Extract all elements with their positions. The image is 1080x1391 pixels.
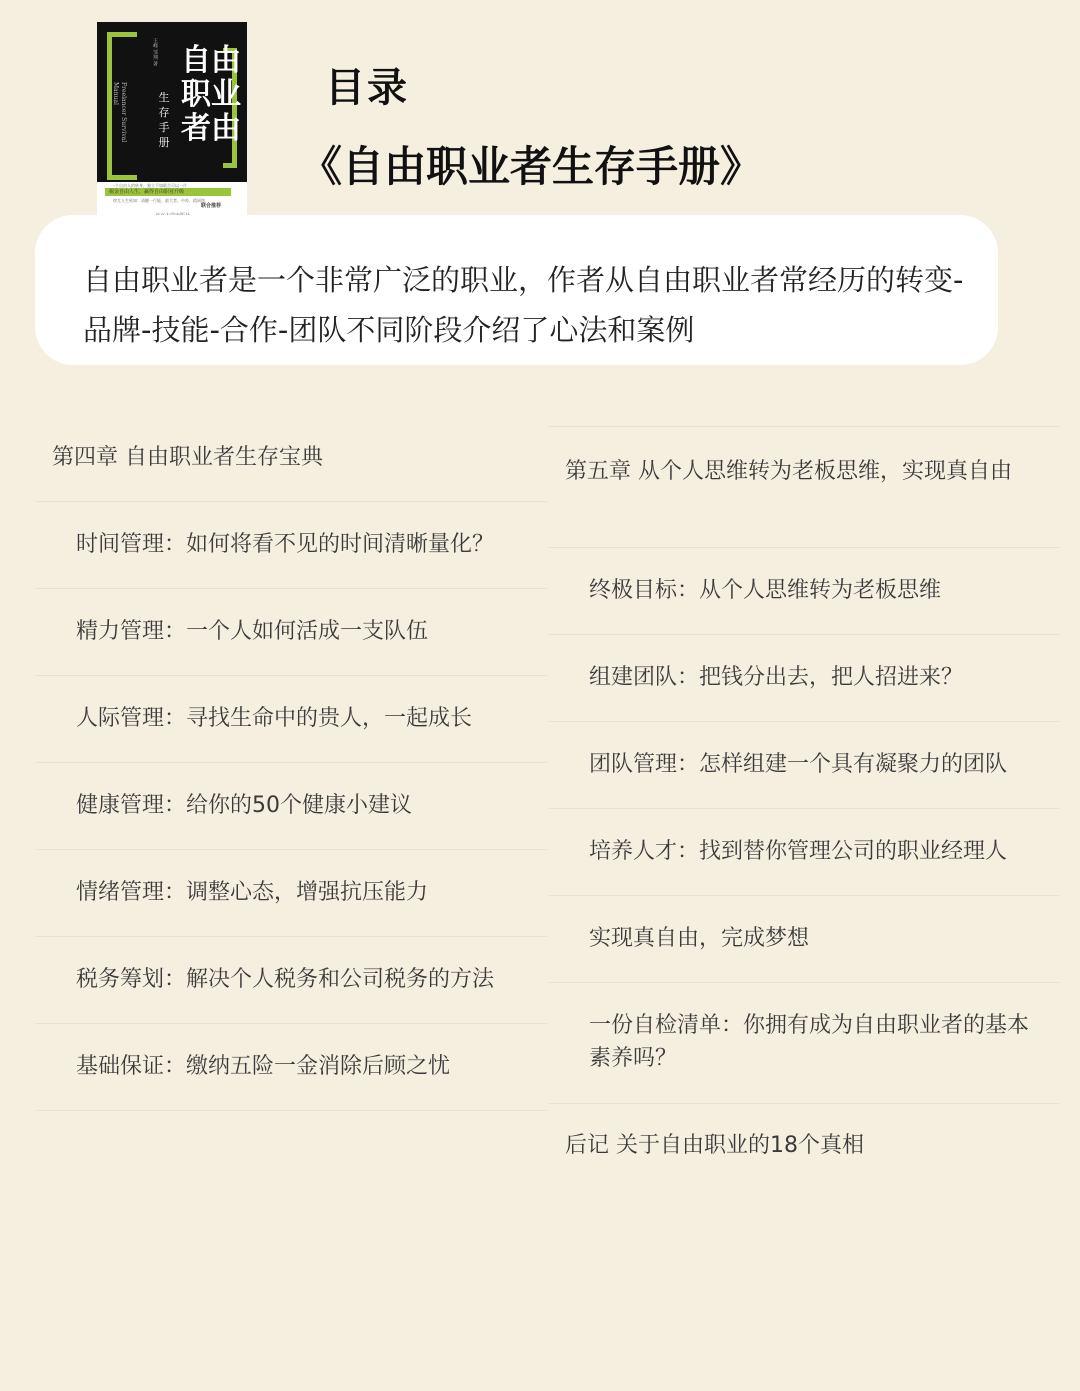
- toc-item: 时间管理：如何将看不见的时间清晰量化？: [35, 502, 547, 589]
- cover-title: [171, 44, 241, 146]
- cover-subtitle: 生存手册: [158, 91, 170, 149]
- toc-item: 团队管理：怎样组建一个具有凝聚力的团队: [548, 722, 1060, 809]
- toc-item: 精力管理：一个人如何活成一支队伍: [35, 589, 547, 676]
- toc-item: 实现真自由，完成梦想: [548, 896, 1060, 983]
- afterword-title: 后记 关于自由职业的18个真相: [565, 1133, 864, 1158]
- page-heading: 目录: [325, 65, 409, 111]
- toc-item: 情绪管理：调整心态，增强抗压能力: [35, 850, 547, 937]
- toc-column-right: [548, 426, 1060, 1162]
- chapter-title: 第四章 自由职业者生存宝典: [35, 416, 547, 502]
- summary-card: [35, 215, 998, 365]
- cover-blurb: 徐尤人生致知：清醒一行能、最大者、中苏、精网络: [113, 198, 205, 203]
- cover-author: 王峰 邹翔 著: [152, 38, 158, 67]
- cover-title-line: 自由: [181, 43, 241, 78]
- cover-recommend: 联合推荐: [201, 203, 222, 209]
- cover-tagline: 一个自由人的转身，独立不如联合可以一片: [111, 183, 187, 188]
- cover-title-line: 职业: [181, 77, 241, 112]
- book-cover: [97, 22, 247, 222]
- toc-column-left: [35, 416, 547, 1111]
- toc-item: 终极目标：从个人思维转为老板思维: [548, 548, 1060, 635]
- summary-text: 自由职业者是一个非常广泛的职业，作者从自由职业者常经历的转变-品牌-技能-合作-团队不同阶段介绍了心法和案例: [83, 263, 964, 347]
- toc-item: 组建团队：把钱分出去，把人招进来？: [548, 635, 1060, 722]
- toc-item: 一份自检清单：你拥有成为自由职业者的基本素养吗？: [548, 983, 1060, 1104]
- toc-item: 基础保证：缴纳五险一金消除后顾之忧: [35, 1024, 547, 1111]
- cover-green-band: 掘金自由人生，赢得自由职业升级: [105, 188, 231, 196]
- cover-english-title: Freelancer Survival Manual: [112, 82, 127, 143]
- toc-item: 税务筹划：解决个人税务和公司税务的方法: [35, 937, 547, 1024]
- toc-item: 健康管理：给你的50个健康小建议: [35, 763, 547, 850]
- cover-title-line: 者由: [181, 111, 241, 146]
- toc-item: 培养人才：找到替你管理公司的职业经理人: [548, 809, 1060, 896]
- chapter-title: 第五章 从个人思维转为老板思维，实现真自由: [548, 426, 1060, 548]
- toc-item: 人际管理：寻找生命中的贵人，一起成长: [35, 676, 547, 763]
- book-title: 《自由职业者生存手册》: [300, 142, 763, 191]
